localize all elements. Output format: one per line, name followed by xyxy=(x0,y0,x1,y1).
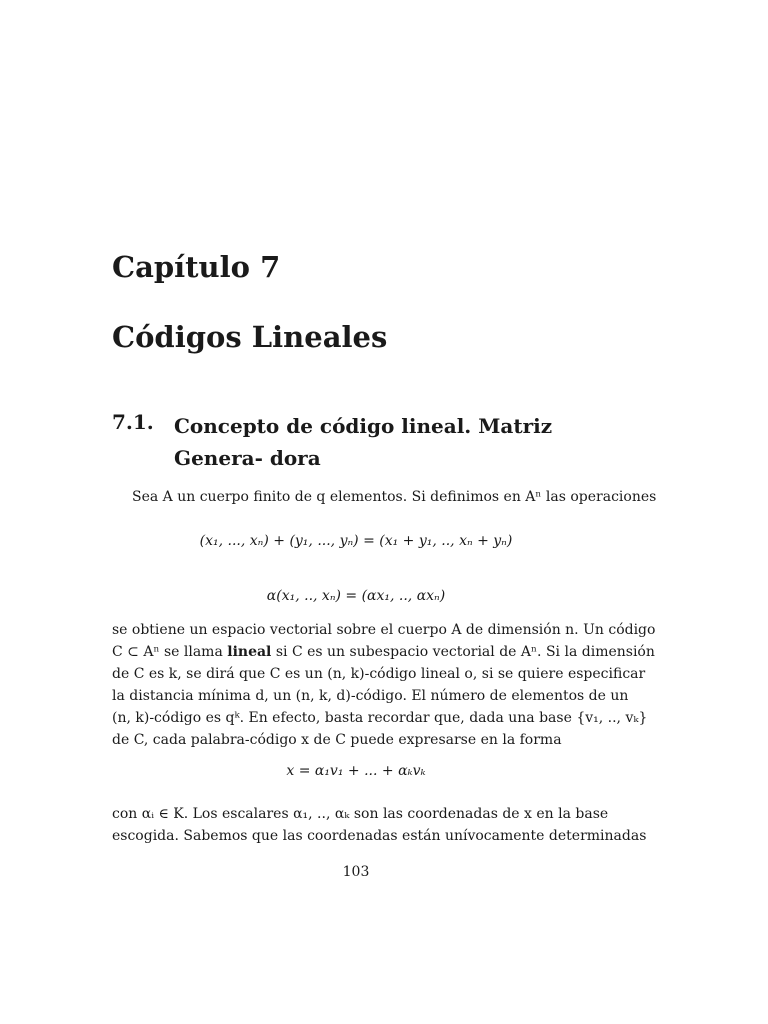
paragraph-line: con αᵢ ∈ K. Los escalares α₁, .., αₖ son las coordenadas de x en la base xyxy=(112,806,609,822)
main-paragraph xyxy=(112,619,656,751)
tail-paragraph xyxy=(112,803,647,847)
chapter-label: Capítulo 7 xyxy=(112,250,281,284)
equation-sum: (x₁, ..., xₙ) + (y₁, ..., yₙ) = (x₁ + y₁, .., xₙ + yₙ) xyxy=(199,533,513,549)
page-number: 103 xyxy=(342,864,370,880)
equation-combination: x = α₁v₁ + ... + αₖvₖ xyxy=(286,763,426,779)
paragraph-line: de C es k, se dirá que C es un (n, k)-código lineal o, si se quiere especificar xyxy=(112,666,646,682)
section-title: Concepto de código lineal. Matriz Genera- dora xyxy=(174,414,553,470)
chapter-title: Códigos Lineales xyxy=(112,320,388,354)
paragraph-line: de C, cada palabra-código x de C puede expresarse en la forma xyxy=(112,732,562,748)
paragraph-line: se obtiene un espacio vectorial sobre el cuerpo A de dimensión n. Un código xyxy=(112,622,656,638)
equation-scalar: α(x₁, .., xₙ) = (αx₁, .., αxₙ) xyxy=(266,588,446,604)
paragraph-fragment: si C es un subespacio vectorial de Aⁿ. Si la dimensión xyxy=(275,644,655,660)
intro-paragraph: Sea A un cuerpo finito de q elementos. Si definimos en Aⁿ las operaciones xyxy=(132,489,657,505)
paragraph-line: (n, k)-código es qᵏ. En efecto, basta recordar que, dada una base {v₁, .., vₖ} xyxy=(112,710,648,726)
term-lineal: lineal xyxy=(227,644,272,660)
paragraph-line: la distancia mínima d, un (n, k, d)-código. El número de elementos de un xyxy=(112,688,629,704)
paragraph-line xyxy=(112,641,655,663)
paragraph-line: escogida. Sabemos que las coordenadas están unívocamente determinadas xyxy=(112,828,647,844)
paragraph-fragment: C ⊂ Aⁿ se llama xyxy=(112,644,223,660)
section-number: 7.1. xyxy=(112,410,154,434)
